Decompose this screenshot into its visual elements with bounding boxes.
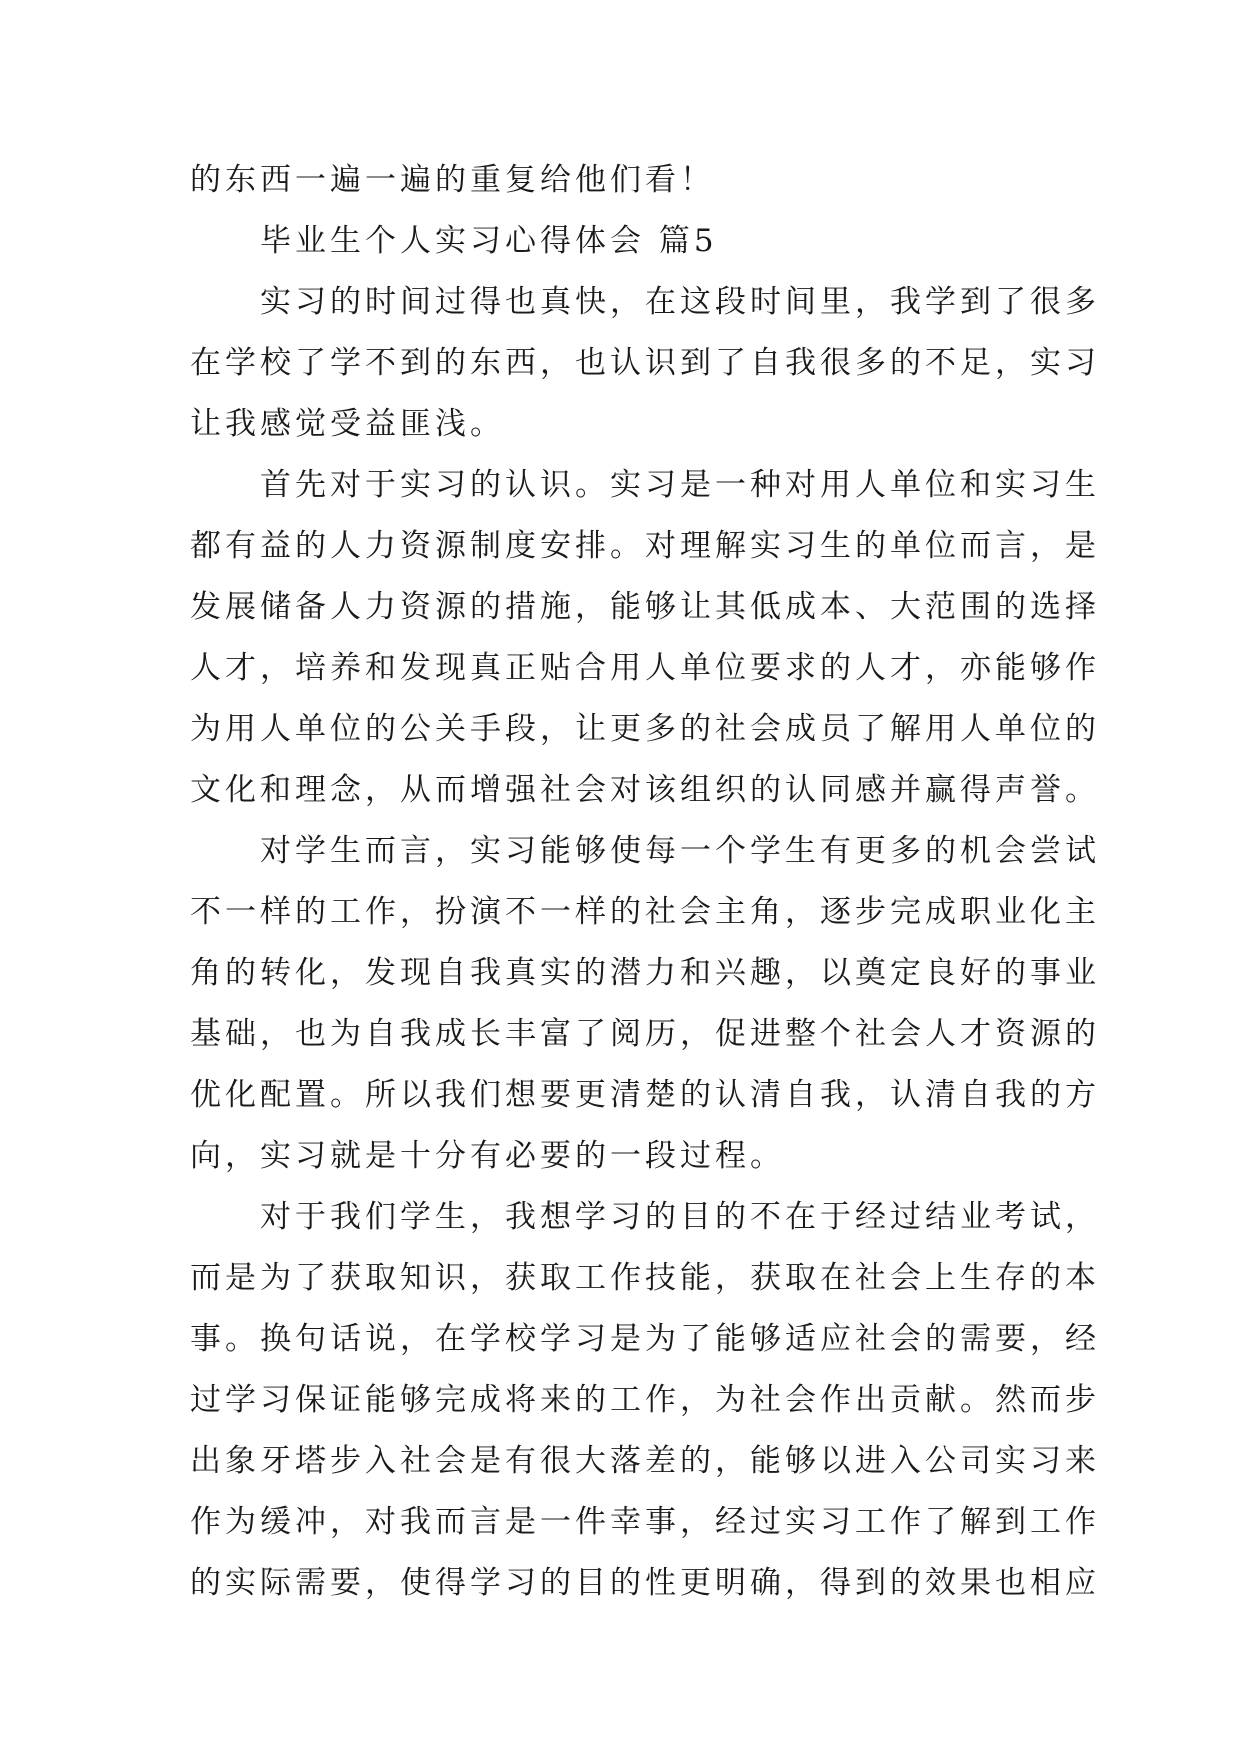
text-line: 发展储备人力资源的措施，能够让其低成本、大范围的选择 xyxy=(190,589,1100,625)
text-line: 为用人单位的公关手段，让更多的社会成员了解用人单位的 xyxy=(190,711,1100,747)
text-line: 在学校了学不到的东西，也认识到了自我很多的不足，实习 xyxy=(190,345,1100,381)
text-line: 而是为了获取知识，获取工作技能，获取在社会上生存的本 xyxy=(190,1260,1100,1296)
text-line: 首先对于实习的认识。实习是一种对用人单位和实习生 xyxy=(260,467,1100,503)
text-line: 角的转化，发现自我真实的潜力和兴趣，以奠定良好的事业 xyxy=(190,955,1100,991)
text-line: 不一样的工作，扮演不一样的社会主角，逐步完成职业化主 xyxy=(190,894,1100,930)
text-line: 让我感觉受益匪浅。 xyxy=(190,406,505,442)
text-line: 文化和理念，从而增强社会对该组织的认同感并赢得声誉。 xyxy=(190,772,1100,808)
text-line: 实习的时间过得也真快，在这段时间里，我学到了很多 xyxy=(260,284,1100,320)
document-body xyxy=(190,150,1100,1614)
text-line: 对于我们学生，我想学习的目的不在于经过结业考试， xyxy=(260,1199,1100,1235)
text-line: 过学习保证能够完成将来的工作，为社会作出贡献。然而步 xyxy=(190,1382,1100,1418)
text-line: 作为缓冲，对我而言是一件幸事，经过实习工作了解到工作 xyxy=(190,1504,1100,1540)
text-line: 优化配置。所以我们想要更清楚的认清自我，认清自我的方 xyxy=(190,1077,1100,1113)
text-line: 出象牙塔步入社会是有很大落差的，能够以进入公司实习来 xyxy=(190,1443,1100,1479)
text-line: 的东西一遍一遍的重复给他们看！ xyxy=(190,162,715,198)
text-line: 向，实习就是十分有必要的一段过程。 xyxy=(190,1138,785,1174)
section-heading: 毕业生个人实习心得体会 篇5 xyxy=(260,223,718,259)
text-line: 对学生而言，实习能够使每一个学生有更多的机会尝试 xyxy=(260,833,1100,869)
text-line: 都有益的人力资源制度安排。对理解实习生的单位而言，是 xyxy=(190,528,1100,564)
text-line: 基础，也为自我成长丰富了阅历，促进整个社会人才资源的 xyxy=(190,1016,1100,1052)
text-line: 事。换句话说，在学校学习是为了能够适应社会的需要，经 xyxy=(190,1321,1100,1357)
text-line: 人才，培养和发现真正贴合用人单位要求的人才，亦能够作 xyxy=(190,650,1100,686)
text-line: 的实际需要，使得学习的目的性更明确，得到的效果也相应 xyxy=(190,1565,1100,1601)
